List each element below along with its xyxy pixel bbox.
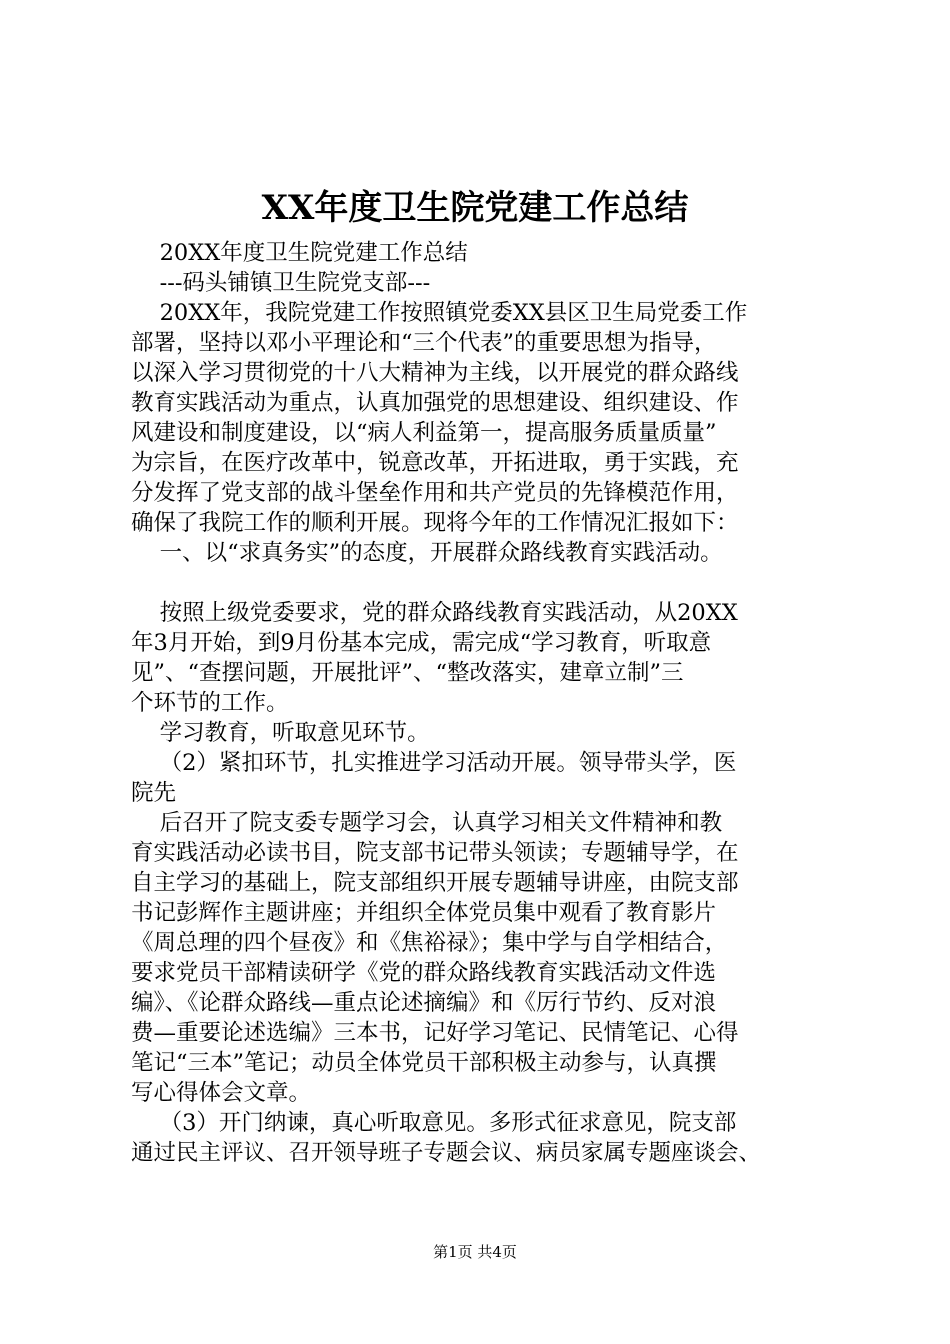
body-line: 学习教育，听取意见环节。 — [131, 720, 430, 746]
body-line: 一、以“求真务实”的态度，开展群众路线教育实践活动。 — [131, 540, 723, 566]
body-line: 年3月开始，到9月份基本完成，需完成“学习教育，听取意 — [131, 630, 712, 656]
body-line: 后召开了院支委专题学习会，认真学习相关文件精神和教 — [131, 810, 723, 836]
body-line: 自主学习的基础上，院支部组织开展专题辅导讲座，由院支部 — [131, 870, 739, 896]
body-line: 20XX年度卫生院党建工作总结 — [131, 240, 468, 266]
body-line: 书记彭辉作主题讲座；并组织全体党员集中观看了教育影片 — [131, 900, 717, 926]
body-line: 确保了我院工作的顺利开展。现将今年的工作情况汇报如下： — [131, 510, 739, 536]
body-line: 育实践活动必读书目，院支部书记带头领读；专题辅导学，在 — [131, 840, 739, 866]
body-line: 20XX年，我院党建工作按照镇党委XX县区卫生局党委工作 — [131, 300, 748, 326]
body-line: 编》、《论群众路线—重点论述摘编》和《厉行节约、反对浪 — [131, 990, 717, 1016]
body-line: 个环节的工作。 — [131, 690, 289, 716]
body-line: ---码头铺镇卫生院党支部--- — [131, 270, 431, 296]
body-line: 《周总理的四个昼夜》和《焦裕禄》；集中学与自学相结合， — [131, 930, 728, 956]
body-line: 笔记“三本”笔记；动员全体党员干部积极主动参与，认真撰 — [131, 1050, 717, 1076]
body-line: 见”、“查摆问题，开展批评”、“整改落实，建章立制”三 — [131, 660, 684, 686]
body-line: （2）紧扣环节，扎实推进学习活动开展。领导带头学，医 — [131, 750, 737, 776]
document-title: XX年度卫生院党建工作总结 — [261, 188, 689, 228]
body-line: 为宗旨，在医疗改革中，锐意改革，开拓进取，勇于实践，充 — [131, 450, 739, 476]
blank-line — [131, 568, 843, 598]
body-line: 写心得体会文章。 — [131, 1080, 312, 1106]
document-body — [131, 238, 843, 1168]
body-line: 部署，坚持以邓小平理论和“三个代表”的重要思想为指导， — [131, 330, 717, 356]
page-footer: 第1页 共4页 — [433, 1243, 517, 1261]
body-line: （3）开门纳谏，真心听取意见。多形式征求意见，院支部 — [131, 1110, 737, 1136]
body-line: 费—重要论述选编》三本书，记好学习笔记、民情笔记、心得 — [131, 1020, 739, 1046]
body-line: 教育实践活动为重点，认真加强党的思想建设、组织建设、作 — [131, 390, 739, 416]
body-line: 以深入学习贯彻党的十八大精神为主线，以开展党的群众路线 — [131, 360, 739, 386]
body-line: 通过民主评议、召开领导班子专题会议、病员家属专题座谈会、 — [131, 1140, 762, 1166]
body-line: 风建设和制度建设，以“病人利益第一，提高服务质量质量” — [131, 420, 717, 446]
body-line: 分发挥了党支部的战斗堡垒作用和共产党员的先锋模范作用， — [131, 480, 739, 506]
body-line: 院先 — [131, 780, 177, 806]
body-line: 要求党员干部精读研学《党的群众路线教育实践活动文件选 — [131, 960, 717, 986]
body-line: 按照上级党委要求，党的群众路线教育实践活动，从20XX — [131, 600, 738, 626]
